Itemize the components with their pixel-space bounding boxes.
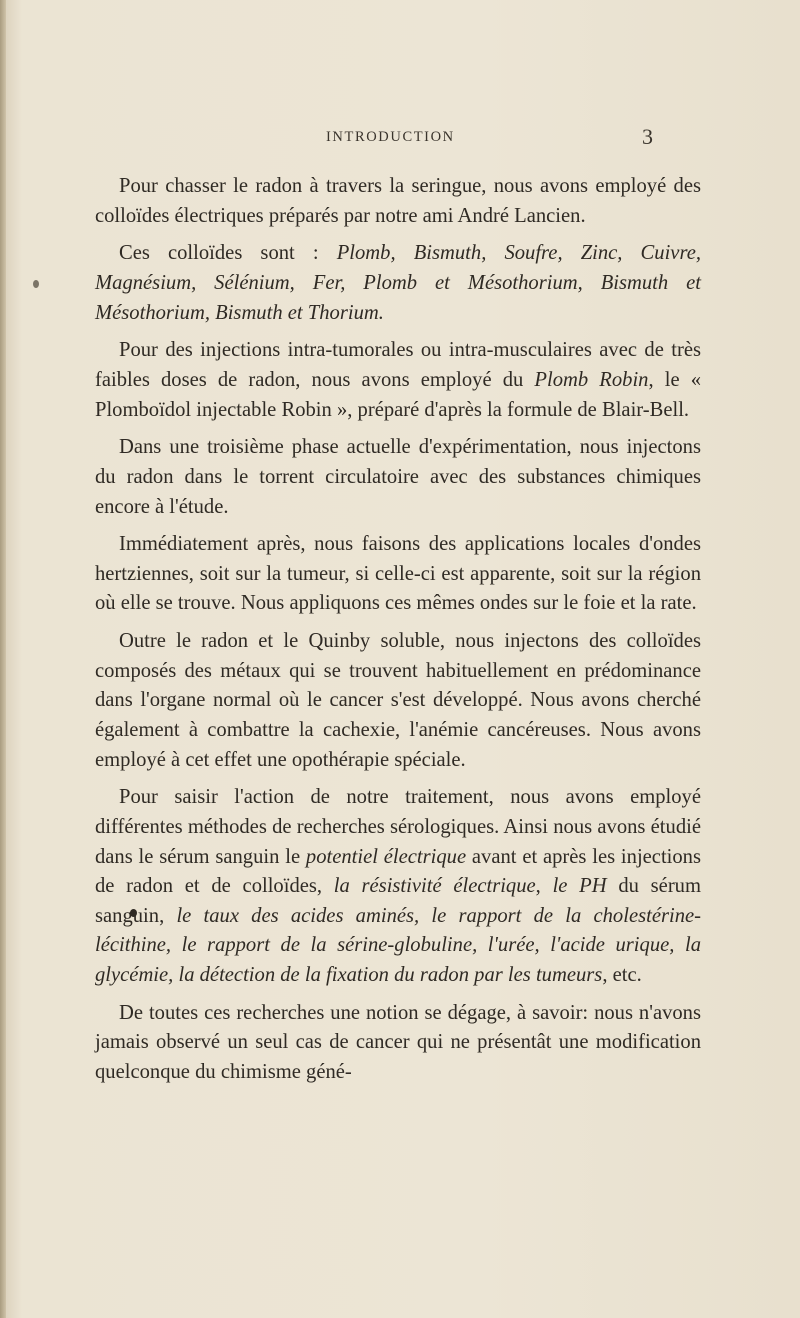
italic-text: Plomb, Bismuth, Soufre, Zinc, Cuivre, Magnésium, Sélénium, Fer, Plomb et Mésothorium, Bismuth et Mésothorium, Bismuth et Thorium. <box>95 242 701 324</box>
italic-text: potentiel électrique <box>305 845 467 868</box>
text-run: Ces colloïdes sont : <box>119 242 337 265</box>
running-head: INTRODUCTION <box>326 129 455 145</box>
text-run: Pour chasser le radon à travers la seringue, nous avons employé des colloïdes électriques préparés par notre ami André Lancien. <box>95 175 701 227</box>
body-text <box>95 172 701 1096</box>
paragraph <box>95 433 701 522</box>
margin-ink-dot <box>33 280 39 288</box>
text-run: De toutes ces recherches une notion se dégage, à savoir: nous n'avons jamais observé un seul cas de cancer qui ne présentât une modification quelconque du chimisme géné- <box>95 1001 701 1083</box>
paragraph <box>95 999 701 1088</box>
text-run: , etc. <box>602 963 642 986</box>
paragraph <box>95 530 701 619</box>
paragraph <box>95 783 701 990</box>
italic-text: Plomb Robin <box>534 368 649 391</box>
text-run: avant et après les injections de radon et de colloïdes, <box>95 845 701 898</box>
text-run: Outre le radon et le Quinby soluble, nous injectons des colloïdes composés des métaux qui se trouvent habituellement en prédominance dans l'organe normal où le cancer s'est développé. Nous avons cherché également à combattre la cachexie, l'anémie cancéreuses. Nous avons employé à cet effet une opothérapie spéciale. <box>95 630 701 771</box>
text-run: Pour saisir l'action de notre traitement, nous avons employé différentes méthodes de recherches sérologiques. Ainsi nous avons étudié dans le sérum sanguin le <box>95 786 701 868</box>
italic-text: le taux des acides aminés, le rapport de la cholestérine-lécithine, le rapport de la sérine-globuline, l'urée, l'acide urique, la glycémie, la détection de la fixation du radon par les tumeurs <box>95 904 701 986</box>
paragraph <box>95 336 701 425</box>
paragraph <box>95 172 701 231</box>
paragraph <box>95 627 701 775</box>
text-run: , <box>535 875 553 898</box>
page-number: 3 <box>642 124 653 149</box>
paragraph <box>95 239 701 328</box>
text-run: , le « Plomboïdol injectable Robin », préparé d'après la formule de Blair-Bell. <box>95 368 701 421</box>
text-run: du sérum sanguin, <box>95 875 701 927</box>
text-run: Pour des injections intra-tumorales ou intra-musculaires avec de très faibles doses de radon, nous avons employé du <box>95 339 701 391</box>
text-run: Dans une troisième phase actuelle d'expérimentation, nous injectons du radon dans le torrent circulatoire avec des substances chimiques encore à l'étude. <box>95 436 701 518</box>
italic-text: le PH <box>552 875 607 898</box>
italic-text: la résistivité électrique <box>333 875 536 898</box>
text-run: Immédiatement après, nous faisons des applications locales d'ondes hertziennes, soit sur la tumeur, si celle-ci est apparente, soit sur la région où elle se trouve. Nous appliquons ces mêmes ondes sur le foie et la rate. <box>95 533 701 615</box>
page-spine-shadow <box>0 0 6 1318</box>
